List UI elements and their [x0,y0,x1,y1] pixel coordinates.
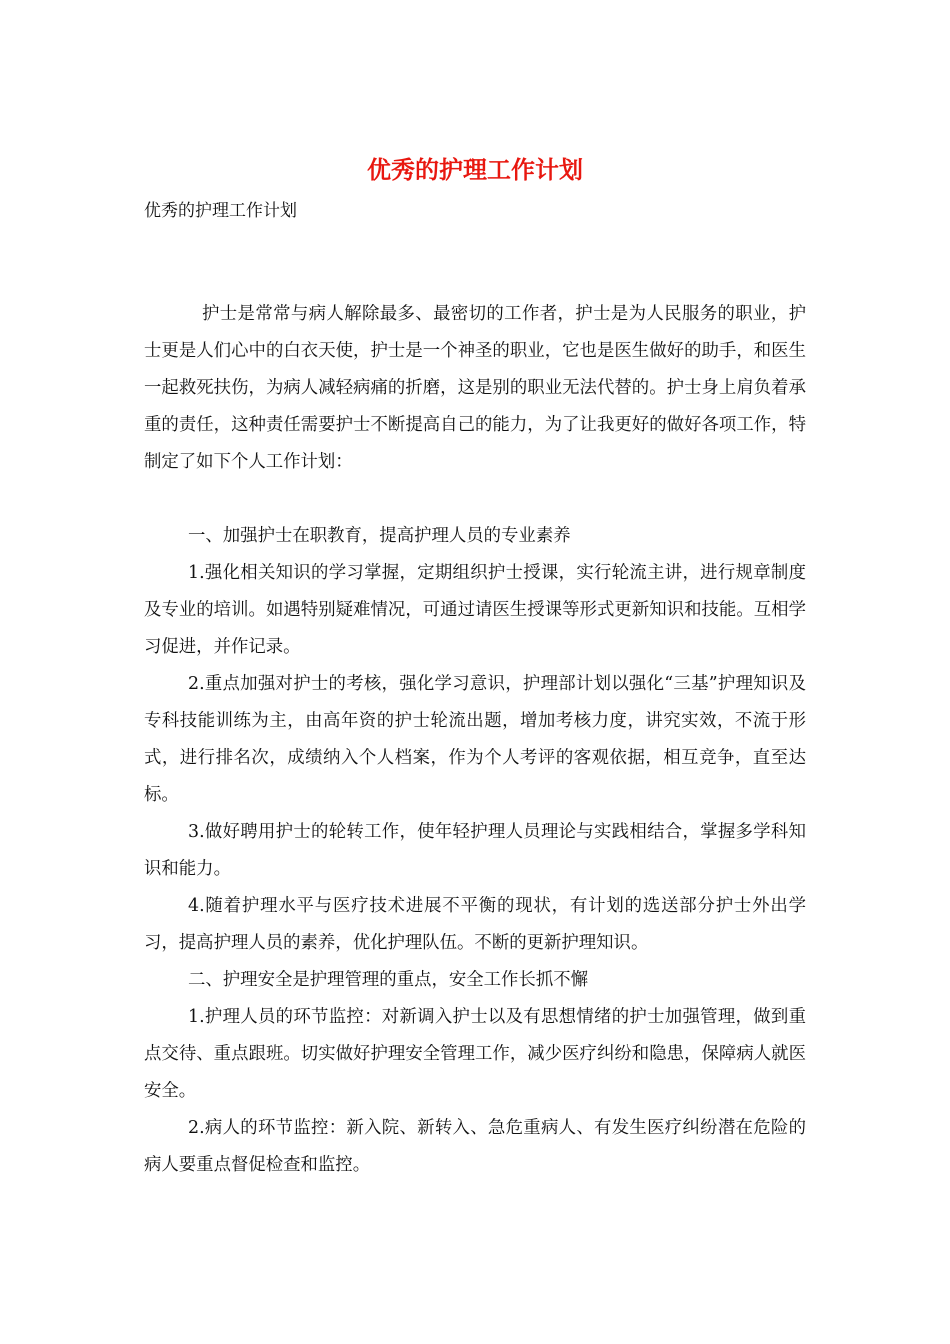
section-2-item-2: 2.病人的环节监控：新入院、新转入、急危重病人、有发生医疗纠纷潜在危险的病人要重点督促检查和监控。 [144,1118,806,1175]
section-2-heading: 二、护理安全是护理管理的重点，安全工作长抓不懈 [188,970,588,990]
paragraph-gap [144,481,806,518]
section-1-heading: 一、加强护士在职教育，提高护理人员的专业素养 [188,526,571,546]
section-1-item-3: 3.做好聘用护士的轮转工作，使年轻护理人员理论与实践相结合，掌握多学科知识和能力。 [144,822,806,879]
intro-paragraph: 护士是常常与病人解除最多、最密切的工作者，护士是为人民服务的职业，护士更是人们心中的白衣天使，护士是一个神圣的职业，它也是医生做好的助手，和医生一起救死扶伤，为病人减轻病痛的折磨，这是别的职业无法代替的。护士身上肩负着承重的责任，这种责任需要护士不断提高自己的能力，为了让我更好的做好各项工作，特制定了如下个人工作计划： [144,304,806,472]
document-body [144,296,806,1184]
section-2-item-1: 1.护理人员的环节监控：对新调入护士以及有思想情绪的护士加强管理，做到重点交待、重点跟班。切实做好护理安全管理工作，减少医疗纠纷和隐患，保障病人就医安全。 [144,1007,806,1101]
section-1-item-4: 4.随着护理水平与医疗技术进展不平衡的现状，有计划的选送部分护士外出学习，提高护理人员的素养，优化护理队伍。不断的更新护理知识。 [144,896,806,953]
section-1-item-1: 1.强化相关知识的学习掌握，定期组织护士授课，实行轮流主讲，进行规章制度及专业的培训。如遇特别疑难情况，可通过请医生授课等形式更新知识和技能。互相学习促进，并作记录。 [144,563,806,657]
document-subtitle: 优秀的护理工作计划 [144,201,297,221]
document-title: 优秀的护理工作计划 [367,155,583,184]
section-1-item-2: 2.重点加强对护士的考核，强化学习意识，护理部计划以强化“三基”护理知识及专科技能训练为主，由高年资的护士轮流出题，增加考核力度，讲究实效，不流于形式，进行排名次，成绩纳入个人档案，作为个人考评的客观依据，相互竞争，直至达标。 [144,674,806,805]
